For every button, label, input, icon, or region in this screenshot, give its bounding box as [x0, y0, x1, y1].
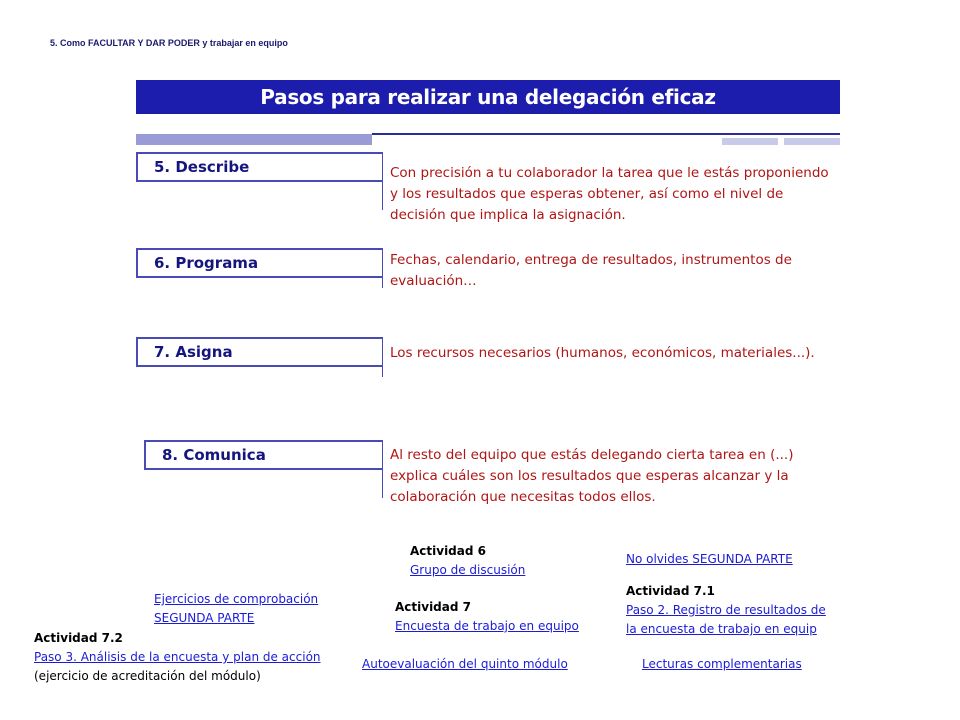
- paso-2-link-line2: la encuesta de trabajo en equip: [626, 622, 817, 636]
- step-asigna-text: Los recursos necesarios (humanos, económicos, materiales...).: [390, 345, 815, 361]
- page-title: 5. Como FACULTAR Y DAR PODER y trabajar en equipo: [50, 38, 288, 48]
- decorative-stripe: [136, 134, 372, 145]
- autoevaluacion-link[interactable]: Autoevaluación del quinto módulo: [362, 657, 568, 671]
- decorative-block: [722, 138, 778, 145]
- no-olvides-block: [626, 550, 793, 569]
- actividad-7-1-block: [626, 582, 826, 639]
- actividad-7-2-heading: Actividad 7.2: [34, 631, 123, 645]
- ejercicios-block: [154, 590, 318, 628]
- step-divider: [382, 248, 383, 288]
- paso-2-link[interactable]: [626, 603, 826, 636]
- step-describe-text: Con precisión a tu colaborador la tarea que le estás proponiendo y los resultados que esperas obtener, así como el nivel de decisión que implica la asignación.: [390, 165, 829, 223]
- encuesta-trabajo-equipo-link[interactable]: Encuesta de trabajo en equipo: [395, 619, 579, 633]
- paso-3-link[interactable]: Paso 3. Análisis de la encuesta y plan de acción: [34, 650, 321, 664]
- ejercicios-comprobacion-link[interactable]: [154, 592, 318, 625]
- grupo-discusion-link[interactable]: Grupo de discusión: [410, 563, 526, 577]
- actividad-7-2-block: [34, 629, 321, 686]
- lecturas-block: [642, 655, 802, 674]
- ejercicios-link-line1: Ejercicios de comprobación: [154, 592, 319, 606]
- decorative-block: [784, 138, 840, 145]
- no-olvides-link[interactable]: No olvides SEGUNDA PARTE: [626, 552, 793, 566]
- step-comunica-box: 8. Comunica: [144, 440, 382, 470]
- step-divider: [382, 440, 383, 498]
- autoevaluacion-block: [362, 655, 568, 674]
- figure-banner: Pasos para realizar una delegación eficaz: [136, 80, 840, 114]
- actividad-7-2-note: (ejercicio de acreditación del módulo): [34, 669, 261, 683]
- delegation-steps-figure: [136, 80, 840, 505]
- ejercicios-link-line2: SEGUNDA PARTE: [154, 611, 255, 625]
- step-divider: [382, 337, 383, 377]
- step-divider: [382, 152, 383, 210]
- step-programa-text: Fechas, calendario, entrega de resultados, instrumentos de evaluación…: [390, 252, 792, 289]
- actividad-7-heading: Actividad 7: [395, 600, 471, 614]
- step-describe-box: 5. Describe: [136, 152, 382, 182]
- paso-2-link-line1: Paso 2. Registro de resultados de: [626, 603, 826, 617]
- step-programa-box: 6. Programa: [136, 248, 382, 278]
- decorative-line: [372, 133, 840, 135]
- step-comunica-text: Al resto del equipo que estás delegando cierta tarea en (...) explica cuáles son los resultados que esperas alcanzar y la colaboración que necesitas todos ellos.: [390, 447, 794, 505]
- actividad-6-heading: Actividad 6: [410, 544, 486, 558]
- step-asigna-box: 7. Asigna: [136, 337, 382, 367]
- actividad-7-block: [395, 598, 579, 636]
- actividad-6-block: [410, 542, 525, 580]
- actividad-7-1-heading: Actividad 7.1: [626, 584, 715, 598]
- lecturas-complementarias-link[interactable]: Lecturas complementarias: [642, 657, 802, 671]
